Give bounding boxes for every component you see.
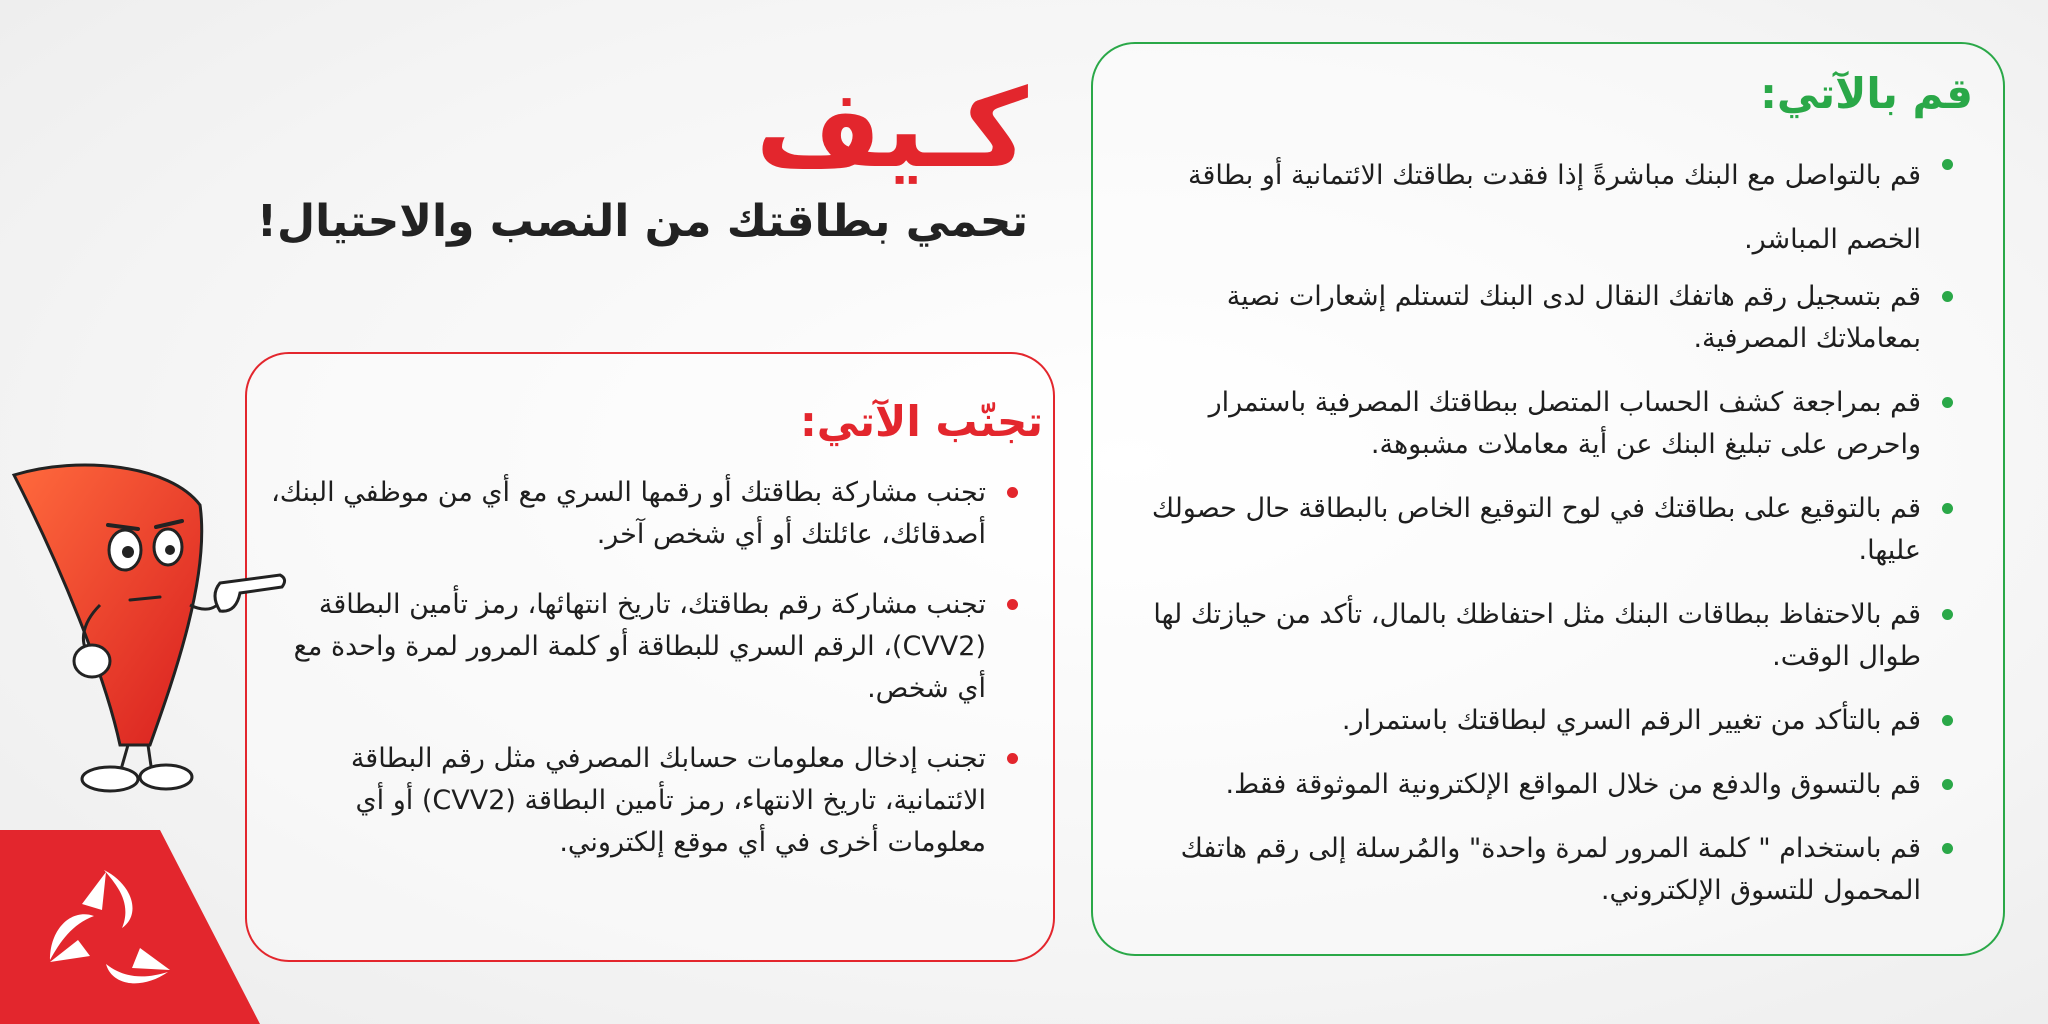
- green-bullet-icon: [1942, 609, 1953, 620]
- do-item: [1133, 700, 1953, 742]
- avoid-item: [258, 738, 1018, 864]
- green-bullet-icon: [1942, 291, 1953, 302]
- do-list: [1133, 144, 1953, 934]
- avoid-panel: [245, 352, 1055, 962]
- red-bullet-icon: [1007, 487, 1018, 498]
- green-bullet-icon: [1942, 503, 1953, 514]
- do-item-text: قم بالتأكد من تغيير الرقم السري لبطاقتك باستمرار.: [1341, 705, 1921, 736]
- do-item-text: قم بالتوقيع على بطاقتك في لوح التوقيع الخاص بالبطاقة حال حصولك عليها.: [1151, 493, 1921, 566]
- avoid-item-text: تجنب إدخال معلومات حسابك المصرفي مثل رقم البطاقة الائتمانية، تاريخ الانتهاء، رمز تأمين البطاقة (CVV2) أو أي معلومات أخرى في أي موقع إلكتروني.: [350, 743, 986, 858]
- avoid-list: [258, 472, 1018, 892]
- avoid-item: [258, 584, 1018, 710]
- do-item-text: قم بالاحتفاظ ببطاقات البنك مثل احتفاظك بالمال، تأكد من حيازتك لها طوال الوقت.: [1153, 599, 1921, 672]
- green-bullet-icon: [1942, 715, 1953, 726]
- do-item: [1133, 144, 1953, 272]
- green-bullet-icon: [1942, 843, 1953, 854]
- do-panel: [1091, 42, 2005, 956]
- avoid-panel-title: تجنّب الآتي:: [800, 397, 1043, 446]
- green-bullet-icon: [1942, 397, 1953, 408]
- headline-subtitle: تحمي بطاقتك من النصب والاحتيال!: [256, 196, 1028, 247]
- green-bullet-icon: [1942, 779, 1953, 790]
- do-item-text: قم بالتواصل مع البنك مباشرةً إذا فقدت بطاقتك الائتمانية أو بطاقة الخصم المباشر.: [1188, 160, 1921, 255]
- bank-logo-icon: [0, 830, 260, 1024]
- do-item: [1133, 764, 1953, 806]
- red-bullet-icon: [1007, 753, 1018, 764]
- green-bullet-icon: [1942, 159, 1953, 170]
- avoid-item-text: تجنب مشاركة بطاقتك أو رقمها السري مع أي من موظفي البنك، أصدقائك، عائلتك أو أي شخص آخر.: [271, 477, 986, 550]
- red-bullet-icon: [1007, 599, 1018, 610]
- do-item-text: قم باستخدام " كلمة المرور لمرة واحدة" والمُرسلة إلى رقم هاتفك المحمول للتسوق الإلكتروني.: [1180, 833, 1921, 906]
- do-item-text: قم بمراجعة كشف الحساب المتصل ببطاقتك المصرفية باستمرار واحرص على تبليغ البنك عن أية معاملات مشبوهة.: [1208, 387, 1921, 460]
- headline: [256, 67, 1028, 254]
- do-item: [1133, 828, 1953, 912]
- do-item-text: قم بتسجيل رقم هاتفك النقال لدى البنك لتستلم إشعارات نصية بمعاملاتك المصرفية.: [1226, 281, 1921, 354]
- card-mascot-illustration: [0, 455, 300, 795]
- avoid-item: [258, 472, 1018, 556]
- do-item-text: قم بالتسوق والدفع من خلال المواقع الإلكترونية الموثوقة فقط.: [1225, 769, 1921, 800]
- do-item: [1133, 382, 1953, 466]
- do-item: [1133, 276, 1953, 360]
- headline-title: كـيف: [755, 67, 1028, 192]
- do-item: [1133, 594, 1953, 678]
- do-item: [1133, 488, 1953, 572]
- do-panel-title: قم بالآتي:: [1760, 69, 1973, 118]
- avoid-item-text: تجنب مشاركة رقم بطاقتك، تاريخ انتهائها، رمز تأمين البطاقة (CVV2)، الرقم السري للبطاقة أو كلمة المرور لمرة واحدة مع أي شخص.: [293, 589, 986, 704]
